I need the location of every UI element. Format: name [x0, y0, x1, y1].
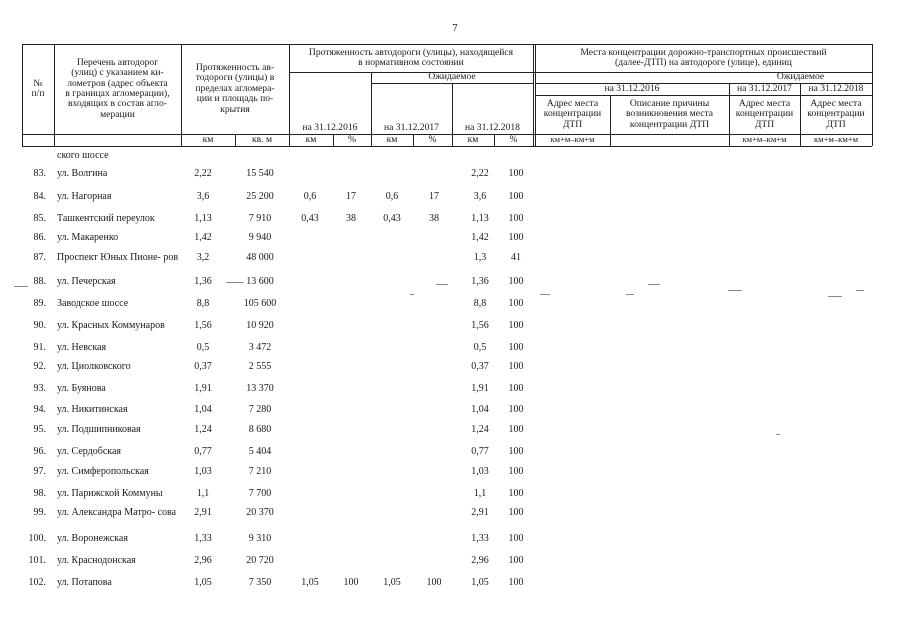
- normative-km-2016: 0,43: [301, 213, 319, 224]
- header-dtp: Места концентрации дорожно-транспортных происшествий (далее-ДТП) на автодороге (улице), единиц: [580, 46, 827, 68]
- normative-percent-2018: 100: [508, 191, 524, 202]
- area-sq-m: 9 940: [248, 232, 272, 243]
- road-name: ул. Краснодонская: [57, 555, 136, 566]
- normative-km-2018: 1,3: [473, 252, 487, 263]
- normative-percent-2018: 100: [508, 383, 524, 394]
- normative-km-2018: 1,33: [471, 533, 489, 544]
- header-road-list: Перечень автодорог (улиц) с указанием ки- лометров (адрес объекта в границах агломерации), входящих в состав агло- мерации: [65, 56, 170, 120]
- length-km: 1,91: [194, 383, 212, 394]
- normative-percent-2018: 41: [511, 252, 521, 263]
- row-number: 88.: [33, 276, 46, 287]
- normative-km-2018: 1,42: [471, 232, 489, 243]
- area-sq-m: 15 540: [246, 168, 274, 179]
- road-name: Проспект Юных Пионе- ров: [57, 252, 179, 263]
- header-date-2018: на 31.12.2018: [465, 121, 520, 133]
- header-normative: Протяженность автодороги (улицы), находящейся в нормативном состоянии: [308, 46, 514, 68]
- normative-percent-2018: 100: [508, 466, 524, 477]
- normative-km-2018: 1,24: [471, 424, 489, 435]
- length-km: 8,8: [196, 298, 210, 309]
- normative-percent-2016: 38: [346, 213, 356, 224]
- length-km: 3,6: [196, 191, 210, 202]
- row-number: 87.: [33, 252, 46, 263]
- area-sq-m: 20 370: [246, 507, 274, 518]
- row-number: 94.: [33, 404, 46, 415]
- normative-km-2018: 1,05: [471, 577, 489, 588]
- unit-percent-2017: %: [428, 134, 437, 145]
- normative-km-2017: 0,6: [385, 191, 399, 202]
- normative-percent-2018: 100: [508, 276, 524, 287]
- road-name: ул. Симферопольская: [57, 466, 149, 477]
- table-header: [0, 0, 905, 150]
- normative-km-2017: 1,05: [383, 577, 401, 588]
- scan-mark: [728, 290, 742, 291]
- normative-percent-2018: 100: [508, 213, 524, 224]
- unit-sq-m: кв. м: [251, 134, 273, 145]
- area-sq-m: 5 404: [248, 446, 272, 457]
- area-sq-m: 7 350: [248, 577, 272, 588]
- row-number: 92.: [33, 361, 46, 372]
- unit-km-m-2017: км+м–км+м: [742, 134, 787, 145]
- road-name: ул. Циолковского: [57, 361, 131, 372]
- scan-mark: [14, 286, 28, 287]
- normative-percent-2018: 100: [508, 533, 524, 544]
- road-name: ул. Нагорная: [57, 191, 112, 202]
- page-number: 7: [452, 22, 458, 34]
- row-number: 91.: [33, 342, 46, 353]
- header-dtp-2017: на 31.12.2017: [737, 83, 792, 94]
- length-km: 1,1: [196, 488, 210, 499]
- unit-km-2017: км: [386, 134, 398, 145]
- length-km: 1,03: [194, 466, 212, 477]
- road-name: ул. Никитинская: [57, 404, 128, 415]
- area-sq-m: 13 600: [246, 276, 274, 287]
- row-number: 100.: [28, 533, 46, 544]
- header-dtp-description: Описание причины возникновения места концентрации ДТП: [625, 97, 714, 130]
- area-sq-m: 20 720: [246, 555, 274, 566]
- normative-km-2018: 1,1: [473, 488, 487, 499]
- normative-percent-2017: 17: [429, 191, 439, 202]
- normative-km-2017: 0,43: [383, 213, 401, 224]
- header-dtp-2016: на 31.12.2016: [604, 83, 660, 94]
- carry-over-text: ского шоссе: [57, 150, 109, 161]
- length-km: 1,24: [194, 424, 212, 435]
- unit-km-m-2016: км+м–км+м: [550, 134, 595, 145]
- unit-km-m-2018: км+м–км+м: [813, 134, 859, 145]
- normative-percent-2018: 100: [508, 342, 524, 353]
- normative-percent-2016: 17: [346, 191, 356, 202]
- normative-percent-2018: 100: [508, 424, 524, 435]
- unit-percent-2018: %: [509, 134, 518, 145]
- row-number: 83.: [33, 168, 46, 179]
- scan-mark: [856, 290, 864, 291]
- scan-mark: [226, 282, 244, 283]
- normative-percent-2018: 100: [508, 404, 524, 415]
- length-km: 2,91: [194, 507, 212, 518]
- unit-km-2018: км: [467, 134, 479, 145]
- length-km: 1,13: [194, 213, 212, 224]
- row-number: 85.: [33, 213, 46, 224]
- road-name: ул. Сердобская: [57, 446, 122, 457]
- area-sq-m: 13 370: [246, 383, 274, 394]
- row-number: 89.: [33, 298, 46, 309]
- length-km: 1,42: [194, 232, 212, 243]
- normative-percent-2018: 100: [508, 507, 524, 518]
- area-sq-m: 25 200: [246, 191, 274, 202]
- normative-km-2018: 1,56: [471, 320, 489, 331]
- header-dtp-address: Адрес места концентрации ДТП: [543, 97, 602, 130]
- length-km: 1,04: [194, 404, 212, 415]
- header-dtp-2018: на 31.12.2018: [808, 83, 864, 94]
- scan-mark: [828, 296, 842, 297]
- scan-mark: [776, 434, 780, 435]
- row-number: 96.: [33, 446, 46, 457]
- unit-km-2016: км: [305, 134, 317, 145]
- length-km: 1,56: [194, 320, 212, 331]
- normative-km-2018: 1,36: [471, 276, 489, 287]
- road-name: ул. Макаренко: [57, 232, 119, 243]
- scan-mark: [436, 284, 448, 285]
- area-sq-m: 7 280: [248, 404, 272, 415]
- row-number: 90.: [33, 320, 46, 331]
- length-km: 3,2: [196, 252, 210, 263]
- header-dtp-address-2017: Адрес места концентрации ДТП: [735, 97, 794, 130]
- normative-km-2018: 0,5: [473, 342, 487, 353]
- normative-km-2018: 0,77: [471, 446, 489, 457]
- normative-percent-2018: 100: [508, 577, 524, 588]
- road-name: ул. Волгина: [57, 168, 108, 179]
- area-sq-m: 3 472: [248, 342, 272, 353]
- length-km: 0,5: [196, 342, 210, 353]
- header-number: № п/п: [31, 77, 45, 99]
- road-name: ул. Парижской Коммуны: [57, 488, 163, 499]
- scan-mark: [540, 294, 550, 295]
- normative-percent-2018: 100: [508, 361, 524, 372]
- road-name: ул. Александра Матро- сова: [57, 507, 177, 518]
- normative-km-2018: 2,96: [471, 555, 489, 566]
- row-number: 93.: [33, 383, 46, 394]
- area-sq-m: 48 000: [246, 252, 274, 263]
- area-sq-m: 8 680: [248, 424, 272, 435]
- road-name: ул. Потапова: [57, 577, 112, 588]
- header-date-2016: на 31.12.2016: [302, 121, 358, 133]
- unit-km: км: [202, 134, 214, 145]
- row-number: 101.: [28, 555, 46, 566]
- normative-km-2018: 0,37: [471, 361, 489, 372]
- normative-percent-2017: 38: [429, 213, 439, 224]
- normative-percent-2018: 100: [508, 488, 524, 499]
- normative-percent-2018: 100: [508, 232, 524, 243]
- normative-km-2018: 2,22: [471, 168, 489, 179]
- normative-percent-2018: 100: [508, 320, 524, 331]
- normative-percent-2018: 100: [508, 298, 524, 309]
- normative-km-2018: 1,13: [471, 213, 489, 224]
- normative-km-2018: 1,04: [471, 404, 489, 415]
- normative-km-2016: 1,05: [301, 577, 319, 588]
- normative-percent-2016: 100: [343, 577, 359, 588]
- normative-percent-2017: 100: [426, 577, 442, 588]
- road-name: Ташкентский переулок: [57, 213, 155, 224]
- road-name: ул. Печерская: [57, 276, 116, 287]
- road-name: ул. Подшипниковая: [57, 424, 141, 435]
- normative-percent-2018: 100: [508, 446, 524, 457]
- row-number: 102.: [28, 577, 46, 588]
- scan-mark: [410, 294, 414, 295]
- header-dtp-address-2018: Адрес места концентрации ДТП: [807, 97, 865, 130]
- length-km: 0,37: [194, 361, 212, 372]
- road-name: Заводское шоссе: [57, 298, 129, 309]
- area-sq-m: 7 210: [248, 466, 272, 477]
- length-km: 1,05: [194, 577, 212, 588]
- normative-km-2018: 2,91: [471, 507, 489, 518]
- row-number: 84.: [33, 191, 46, 202]
- row-number: 86.: [33, 232, 46, 243]
- area-sq-m: 2 555: [248, 361, 272, 372]
- normative-km-2018: 1,91: [471, 383, 489, 394]
- scan-mark: [626, 294, 634, 295]
- row-number: 95.: [33, 424, 46, 435]
- normative-km-2016: 0,6: [303, 191, 317, 202]
- area-sq-m: 105 600: [243, 298, 277, 309]
- length-km: 1,36: [194, 276, 212, 287]
- row-number: 99.: [33, 507, 46, 518]
- area-sq-m: 10 920: [246, 320, 274, 331]
- normative-percent-2018: 100: [508, 555, 524, 566]
- normative-km-2018: 1,03: [471, 466, 489, 477]
- road-name: ул. Красных Коммунаров: [57, 320, 165, 331]
- header-expected-normative: Ожидаемое: [428, 72, 476, 83]
- normative-percent-2018: 100: [508, 168, 524, 179]
- road-name: ул. Невская: [57, 342, 107, 353]
- length-km: 0,77: [194, 446, 212, 457]
- row-number: 97.: [33, 466, 46, 477]
- area-sq-m: 7 910: [248, 213, 272, 224]
- road-name: ул. Воронежская: [57, 533, 128, 544]
- row-number: 98.: [33, 488, 46, 499]
- length-km: 1,33: [194, 533, 212, 544]
- area-sq-m: 9 310: [248, 533, 272, 544]
- road-name: ул. Буянова: [57, 383, 106, 394]
- normative-km-2018: 8,8: [473, 298, 487, 309]
- length-km: 2,96: [194, 555, 212, 566]
- unit-percent-2016: %: [348, 134, 356, 145]
- header-length: Протяженность ав- тодороги (улицы) в пределах агломера- ции и площадь по- крытия: [195, 62, 275, 115]
- area-sq-m: 7 700: [248, 488, 272, 499]
- normative-km-2018: 3,6: [473, 191, 487, 202]
- length-km: 2,22: [194, 168, 212, 179]
- header-date-2017: на 31.12.2017: [384, 121, 439, 133]
- header-expected-dtp: Ожидаемое: [776, 72, 825, 83]
- scan-mark: [648, 284, 660, 285]
